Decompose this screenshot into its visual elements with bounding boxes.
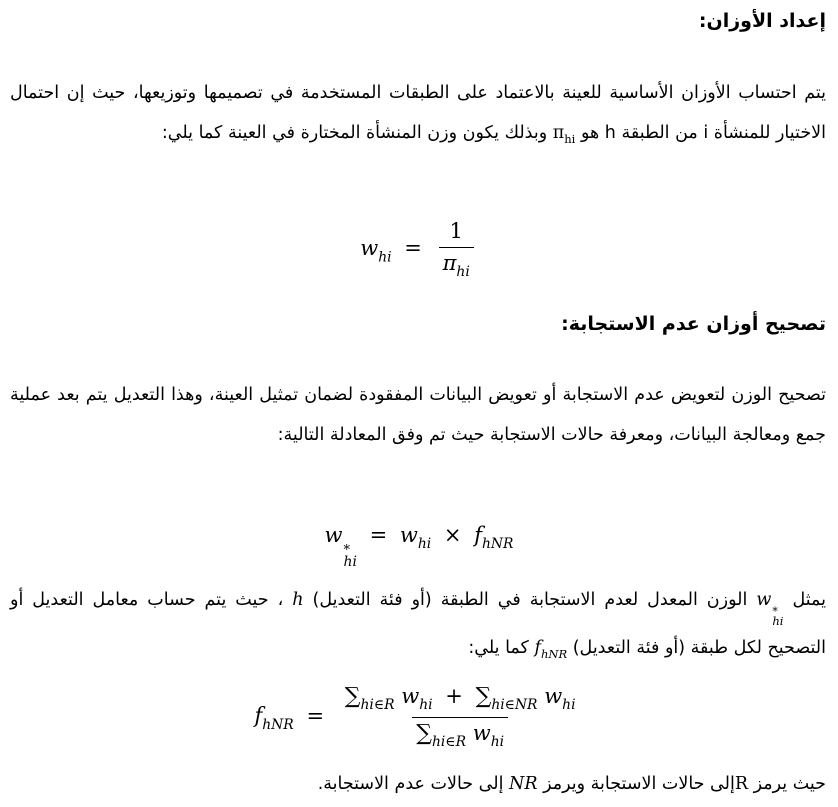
paragraph-symbols-note: حيث يرمز Rإلى حالات الاستجابة ويرمز NR إلى حالات عدم الاستجابة.: [317, 774, 826, 794]
fraction-base-weight: $\frac{1}{\pi_{hi}}$: [439, 219, 474, 280]
paragraph-text-1: يتم احتساب الأوزان الأساسية للعينة بالاعتماد على الطبقات المستخدمة في تصميمها وتوزيعها، حيث إن احتمال الاختيار للمنشأة i من الطبقة h هو: [10, 83, 826, 143]
equation-base-weight: $w_{hi}$ = $\frac{1}{\pi_{hi}}$: [0, 219, 838, 280]
equation-adjustment-factor: $f_{hNR}$ = $\frac{\sum_{hi\in R} w_{hi} + \sum_{hi\in NR} w_{hi}}{\sum_{hi\in R} w_{hi}}$: [0, 684, 838, 750]
inline-NR: NR: [509, 774, 538, 794]
paragraph-explanation: يمثل w * hi الوزن المعدل لعدم الاستجابة في الطبقة (أو فئة التعديل) h ، حيث يتم حساب معامل التعديل أو التصحيح لكل طبقة (أو فئة التعديل) $f_{hNR}$ كما يلي:: [10, 590, 826, 662]
inline-f-hnr: $f_{hNR}$: [534, 638, 568, 662]
equation-adjusted-weight: w * hi = $w_{hi} \times f_{hNR}$: [324, 523, 514, 570]
fraction-adjustment-factor: $\frac{\sum_{hi\in R} w_{hi} + \sum_{hi\in NR} w_{hi}}{\sum_{hi\in R} w_{hi}}$: [344, 684, 576, 751]
paragraph-nonresponse: تصحيح الوزن لتعويض عدم الاستجابة أو تعويض البيانات المفقودة لضمان تمثيل العينة، وهذا التعديل يتم بعد عملية جمع ومعالجة البيانات، ومعرفة حالات الاستجابة حيث تم وفق المعادلة التالية:: [10, 385, 826, 445]
paragraph-text-2: وبذلك يكون وزن المنشأة المختارة في العينة كما يلي:: [161, 123, 553, 143]
inline-R: R: [734, 774, 749, 794]
heading-nonresponse-correction: تصحيح أوزان عدم الاستجابة:: [561, 313, 826, 335]
paragraph-base-weights: [10, 73, 826, 159]
inline-w-star-hi: w * hi: [756, 590, 784, 629]
inline-h: h: [292, 590, 304, 610]
heading-weights-setup: إعداد الأوزان:: [698, 10, 826, 32]
inline-pi-hi: $\pi_{hi}$: [552, 123, 576, 147]
